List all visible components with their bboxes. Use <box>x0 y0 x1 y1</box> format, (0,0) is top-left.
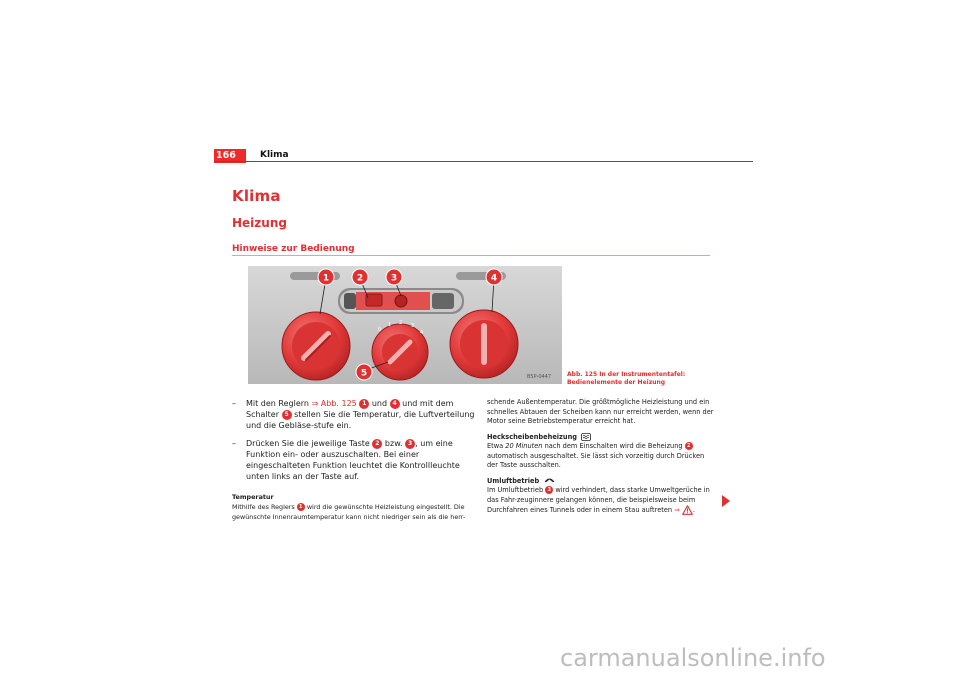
rear-defrost-icon <box>581 433 591 441</box>
bullet2-text-3: , um eine Funktion ein- oder auszuschalten. Bei einer eingeschalteten Funktion leuchtet die Kontrollleuchte unten links an der Taste auf. <box>246 439 460 481</box>
bullet1-text-2: und <box>369 399 390 408</box>
figure-caption: Abb. 125 In der Instrumententafel: Bedienelemente der Heizung <box>567 371 686 386</box>
rear-emphasis: 20 Minuten <box>505 442 543 450</box>
callout-1: 1 <box>322 273 330 284</box>
ref-badge-1b: 1 <box>297 503 305 511</box>
warning-triangle-icon[interactable] <box>682 505 693 515</box>
section-heading: Heizung <box>232 216 287 230</box>
warning-reference-arrow[interactable]: ⇒ <box>674 506 680 514</box>
rear-text-3: automatisch ausgeschaltet. Sie lässt sich vorzeitig durch Drücken der Taste ausschalten. <box>487 451 705 469</box>
temp-text-1: Mithilfe des Reglers <box>232 503 297 511</box>
ref-badge-1: 1 <box>359 399 369 409</box>
ref-badge-2b: 2 <box>685 442 693 450</box>
recirculation-paragraph <box>487 486 715 516</box>
bullet-dash: – <box>232 439 236 448</box>
subsection-heading: Hinweise zur Bedienung <box>232 244 355 254</box>
xref-arrow: ⇒ <box>311 399 319 408</box>
bullet2-text-1: Drücken Sie die jeweilige Taste <box>246 439 373 448</box>
recirculation-label <box>487 477 715 487</box>
callout-5: 5 <box>360 368 368 379</box>
ref-badge-5: 5 <box>282 410 292 420</box>
fan-dial-4: 4 <box>420 330 424 336</box>
recirculation-icon <box>544 477 555 484</box>
next-page-arrow-icon[interactable] <box>722 495 730 507</box>
left-column <box>232 398 476 522</box>
continued-paragraph: schende Außentemperatur. Die größtmögliche Heizleistung und ein schnelles Abtauen der Scheiben kann nur erreicht werden, wenn der Motor seine Betriebstemperatur erreicht hat. <box>487 398 714 425</box>
rear-text-1: Etwa <box>487 442 506 450</box>
figure-reference-link[interactable] <box>312 399 357 408</box>
ref-badge-3b: 3 <box>545 486 553 494</box>
fan-dial-0: 0 <box>378 327 382 333</box>
rear-defrost-label-text: Heckscheibenbeheizung <box>487 432 577 441</box>
fan-dial-3: 3 <box>411 323 415 329</box>
bullet-dash: – <box>232 399 236 408</box>
bullet1-text-3: und mit dem Schalter <box>246 399 454 419</box>
rear-defrost-label <box>487 433 715 443</box>
chapter-heading: Klima <box>232 187 281 205</box>
ref-badge-4: 4 <box>390 399 400 409</box>
subsection-rule <box>232 255 710 256</box>
rear-text-2: nach dem Einschalten wird die Beheizung <box>542 442 685 450</box>
rear-defrost-paragraph <box>487 442 715 471</box>
temperature-paragraph <box>232 503 476 522</box>
running-head: Klima <box>260 150 289 160</box>
watermark: carmanualsonline.info <box>560 644 826 672</box>
ref-badge-3: 3 <box>405 439 415 449</box>
figure-code: B5P-0447 <box>527 374 552 380</box>
fan-dial-1: 1 <box>388 322 392 328</box>
recirc-text-1: Im Umluftbetrieb <box>487 486 546 494</box>
temperature-label: Temperatur <box>232 493 274 501</box>
temperature-knob <box>282 312 350 380</box>
recirc-end: . <box>692 506 695 514</box>
callout-2: 2 <box>356 273 364 284</box>
bullet1-text-1: Mit den Reglern <box>246 399 312 408</box>
fan-dial-2: 2 <box>399 320 403 326</box>
right-column <box>487 398 715 516</box>
bullet1-text-4: stellen Sie die Temperatur, die Luftverteilung und die Gebläse-stufe ein. <box>246 410 475 430</box>
bullet2-text-2: bzw. <box>382 439 406 448</box>
callout-3: 3 <box>390 273 398 284</box>
xref-label: Abb. 125 <box>318 399 357 408</box>
instruction-bullet-1 <box>232 398 476 431</box>
top-rule <box>214 161 753 162</box>
page-number: 166 <box>214 149 246 163</box>
heater-controls-figure <box>248 266 562 384</box>
instruction-bullet-2 <box>232 438 476 482</box>
callout-4: 4 <box>490 273 498 284</box>
recirculation-label-text: Umluftbetrieb <box>487 476 540 485</box>
temp-text-2: wird die gewünschte Heizleistung eingestellt. Die gewünschte Innenraumtemperatur kann nicht niedriger sein als die herr- <box>232 503 466 521</box>
air-distribution-knob <box>450 310 518 378</box>
recirc-text-2: wird verhindert, dass starke Umweltgerüche in das Fahr-zeuginnere gelangen können, die beispielsweise beim Durchfahren eines Tunnels oder in einem Stau auftreten <box>487 486 710 514</box>
ref-badge-2: 2 <box>372 439 382 449</box>
